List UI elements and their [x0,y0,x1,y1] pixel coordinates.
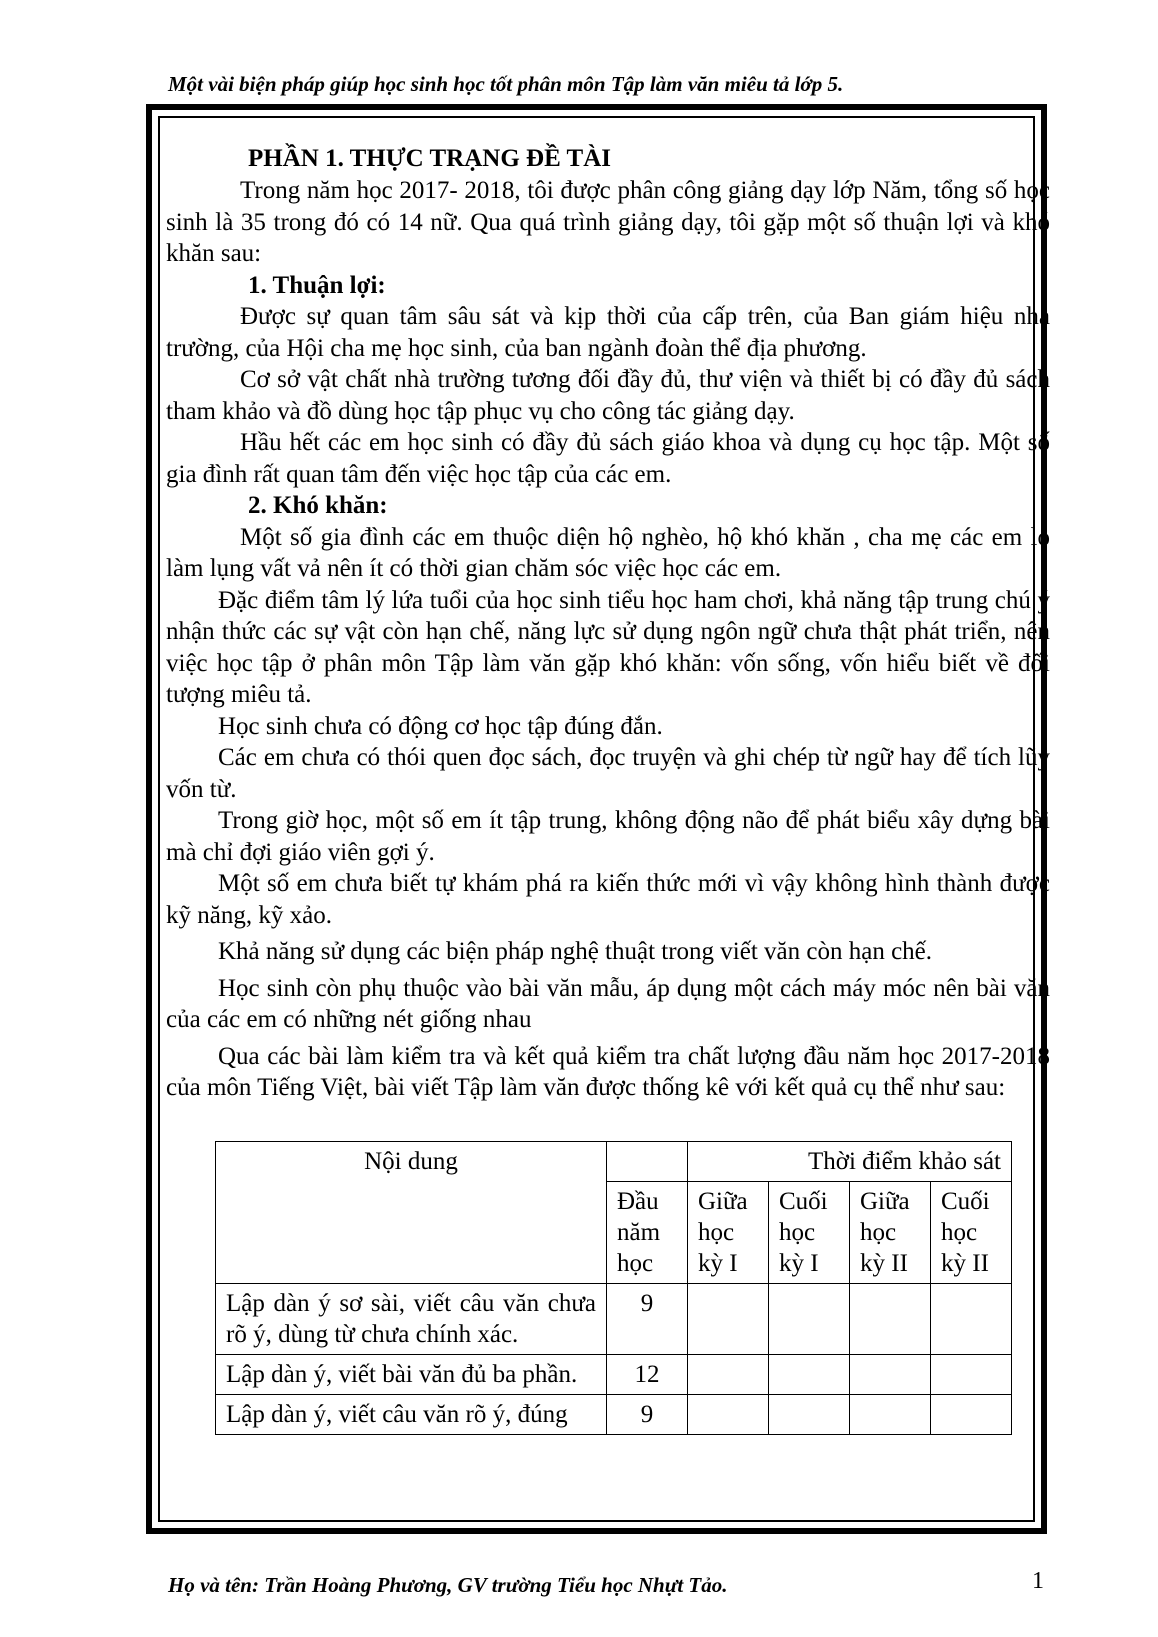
content-header: Nội dung [216,1142,607,1284]
document-body [166,142,1050,1104]
advantage-paragraph: Được sự quan tâm sâu sát và kịp thời của cấp trên, của Ban giám hiệu nhà trường, của Hội cha mẹ học sinh, của ban ngành đoàn thể địa phương. [166,303,1050,362]
period-header: Đầu năm học [607,1182,688,1284]
page-number: 1 [1032,1568,1044,1594]
row-value [850,1284,931,1355]
page-footer: Họ và tên: Trần Hoàng Phương, GV trường Tiểu học Nhựt Tảo. [168,1573,728,1597]
row-value [769,1395,850,1435]
row-content: Lập dàn ý sơ sài, viết câu văn chưa rõ ý, dùng từ chưa chính xác. [216,1284,607,1355]
difficulty-paragraph: Học sinh chưa có động cơ học tập đúng đắn. [218,712,663,740]
row-value: 9 [607,1284,688,1355]
row-content: Lập dàn ý, viết bài văn đủ ba phần. [216,1355,607,1395]
row-value [931,1284,1012,1355]
table-header-row [216,1142,1012,1182]
difficulty-paragraph: Qua các bài làm kiểm tra và kết quả kiểm tra chất lượng đầu năm học 2017-2018 của môn Tiếng Việt, bài viết Tập làm văn được thống kê với kết quả cụ thể như sau: [166,1042,1050,1101]
table-row [216,1395,1012,1435]
row-value [769,1284,850,1355]
difficulty-paragraph: Các em chưa có thói quen đọc sách, đọc truyện và ghi chép từ ngữ hay để tích lũy vốn từ. [166,744,1050,803]
row-content: Lập dàn ý, viết câu văn rõ ý, đúng [216,1395,607,1435]
page-header: Một vài biện pháp giúp học sinh học tốt phân môn Tập làm văn miêu tả lớp 5. [168,72,844,96]
intro-paragraph: Trong năm học 2017- 2018, tôi được phân công giảng dạy lớp Năm, tổng số học sinh là 35 trong đó có 14 nữ. Qua quá trình giảng dạy, tôi gặp một số thuận lợi và khó khăn sau: [166,177,1050,267]
period-header: Giữa học kỳ I [688,1182,769,1284]
row-value [688,1355,769,1395]
row-value [688,1395,769,1435]
period-header: Cuối học kỳ I [769,1182,850,1284]
table-row [216,1284,1012,1355]
header-blank-cell [607,1142,688,1182]
row-value: 9 [607,1395,688,1435]
difficulty-paragraph: Một số em chưa biết tự khám phá ra kiến thức mới vì vậy không hình thành được kỹ năng, kỹ xảo. [166,870,1050,929]
row-value [850,1395,931,1435]
period-header: Cuối học kỳ II [931,1182,1012,1284]
section-title: PHẦN 1. THỰC TRẠNG ĐỀ TÀI [248,145,612,172]
difficulty-paragraph: Đặc điểm tâm lý lứa tuổi của học sinh tiểu học ham chơi, khả năng tập trung chú ý nhận thức các sự vật còn hạn chế, năng lực sử dụng ngôn ngữ chưa thật phát triển, nên việc học tập ở phân môn Tập làm văn gặp khó khăn: vốn sống, vốn hiểu biết về đối tượng miêu tả. [166,586,1050,708]
row-value [931,1355,1012,1395]
survey-table [215,1141,1012,1435]
advantages-heading: 1. Thuận lợi: [248,271,386,299]
row-value [769,1355,850,1395]
table-row [216,1355,1012,1395]
difficulty-paragraph: Học sinh còn phụ thuộc vào bài văn mẫu, áp dụng một cách máy móc nên bài văn của các em có những nét giống nhau [166,974,1050,1033]
row-value [688,1284,769,1355]
difficulty-paragraph: Một số gia đình các em thuộc diện hộ nghèo, hộ khó khăn , cha mẹ các em lo làm lụng vất vả nên ít có thời gian chăm sóc việc học các em. [166,523,1050,582]
difficulties-heading: 2. Khó khăn: [248,492,388,519]
row-value [850,1355,931,1395]
row-value [931,1395,1012,1435]
difficulty-paragraph: Khả năng sử dụng các biện pháp nghệ thuật trong viết văn còn hạn chế. [218,938,933,965]
period-header: Giữa học kỳ II [850,1182,931,1284]
difficulty-paragraph: Trong giờ học, một số em ít tập trung, không động não để phát biểu xây dựng bài mà chỉ đợi giáo viên gợi ý. [166,807,1050,866]
advantage-paragraph: Hầu hết các em học sinh có đầy đủ sách giáo khoa và dụng cụ học tập. Một số gia đình rất quan tâm đến việc học tập của các em. [166,429,1050,488]
row-value: 12 [607,1355,688,1395]
time-header: Thời điểm khảo sát [688,1142,1012,1182]
advantage-paragraph: Cơ sở vật chất nhà trường tương đối đầy đủ, thư viện và thiết bị có đầy đủ sách tham khảo và đồ dùng học tập phục vụ cho công tác giảng dạy. [166,366,1050,425]
